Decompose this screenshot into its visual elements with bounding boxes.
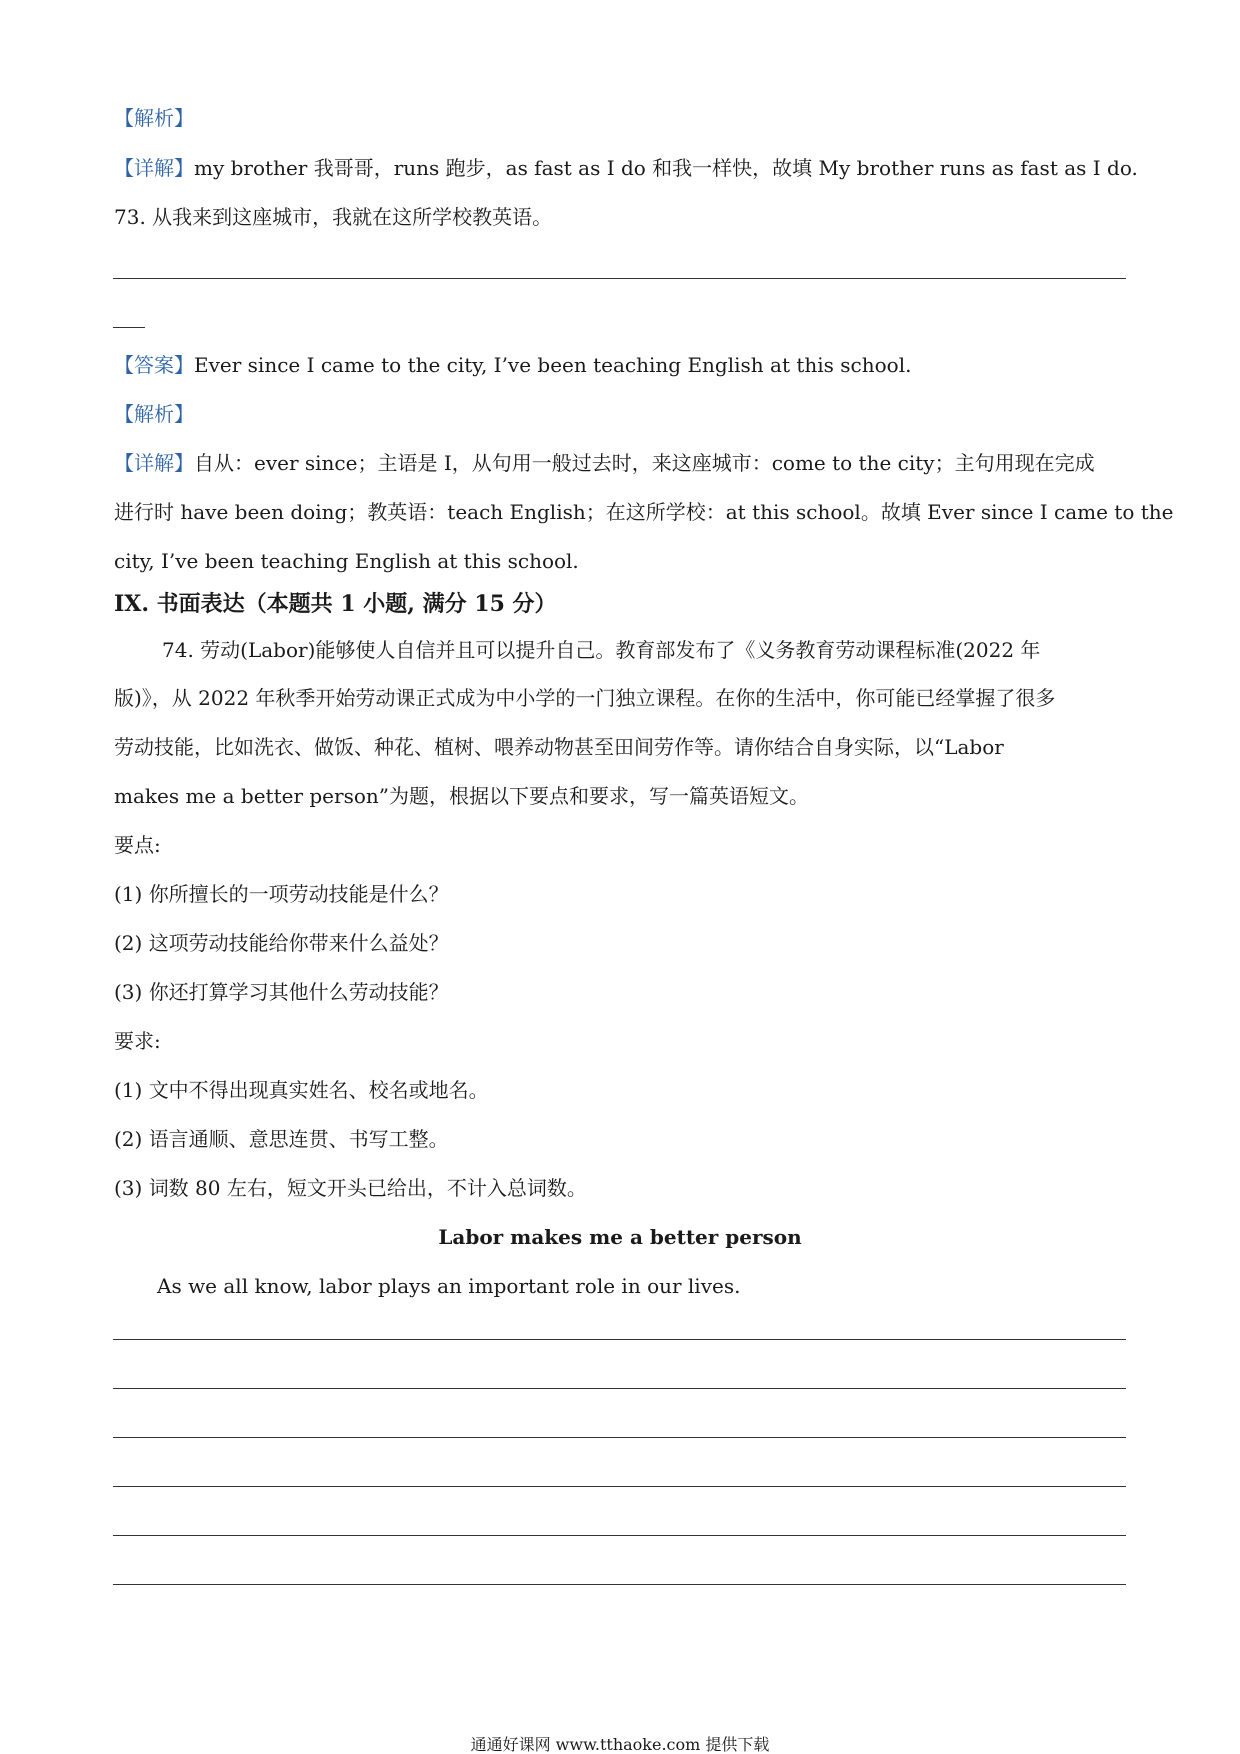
requirements-title: 要求:: [114, 1029, 161, 1053]
detail-line-2: 进行时 have been doing；教英语：teach English；在这所学校：at this school。故填 Ever since I came to the: [114, 500, 1174, 524]
answer-line-continuation: [113, 327, 145, 328]
point-item: (3) 你还打算学习其他什么劳动技能？: [114, 980, 449, 1004]
point-item: (1) 你所擅长的一项劳动技能是什么？: [114, 882, 449, 906]
analysis-tag: 【解析】: [114, 106, 194, 130]
requirement-item: (1) 文中不得出现真实姓名、校名或地名。: [114, 1078, 489, 1102]
detail-line-1: [114, 449, 1126, 477]
writing-line: [113, 1437, 1126, 1438]
question-73: 73. 从我来到这座城市，我就在这所学校教英语。: [114, 205, 553, 229]
writing-line: [113, 1486, 1126, 1487]
writing-line: [113, 1339, 1126, 1340]
q74-line-1: 74. 劳动(Labor)能够使人自信并且可以提升自己。教育部发布了《义务教育劳动课程标准(2022 年: [162, 638, 1041, 662]
answer-tag: 【答案】: [114, 353, 194, 377]
requirement-item: (3) 词数 80 左右，短文开头已给出，不计入总词数。: [114, 1176, 587, 1200]
point-item: (2) 这项劳动技能给你带来什么益处？: [114, 931, 449, 955]
q74-line-3: 劳动技能，比如洗衣、做饭、种花、植树、喂养动物甚至田间劳作等。请你结合自身实际，以“Labor: [114, 735, 1004, 759]
answer-paragraph: [114, 351, 1126, 379]
detail-paragraph: [114, 154, 1138, 182]
writing-line: [113, 1584, 1126, 1585]
detail-text: my brother 我哥哥，runs 跑步，as fast as I do 和我一样快，故填 My brother runs as fast as I do.: [194, 156, 1138, 180]
detail-text: 自从：ever since；主语是 I，从句用一般过去时，来这座城市：come to the city；主句用现在完成: [194, 451, 1095, 475]
q74-line-2: 版)》，从 2022 年秋季开始劳动课正式成为中小学的一门独立课程。在你的生活中，你可能已经掌握了很多: [114, 686, 1056, 710]
detail-tag: 【详解】: [114, 451, 194, 475]
analysis-tag: 【解析】: [114, 402, 194, 426]
writing-line: [113, 1388, 1126, 1389]
answer-line: [113, 278, 1126, 279]
essay-title: Labor makes me a better person: [438, 1225, 802, 1249]
q74-line-4: makes me a better person”为题，根据以下要点和要求，写一篇英语短文。: [114, 784, 809, 808]
writing-line: [113, 1535, 1126, 1536]
page-footer: 通通好课网 www.tthaoke.com 提供下载: [470, 1735, 770, 1754]
detail-tag: 【详解】: [114, 156, 194, 180]
essay-opening: As we all know, labor plays an important role in our lives.: [157, 1274, 741, 1298]
requirement-item: (2) 语言通顺、意思连贯、书写工整。: [114, 1127, 449, 1151]
section-heading: IX. 书面表达（本题共 1 小题, 满分 15 分）: [114, 591, 557, 617]
answer-text: Ever since I came to the city, I’ve been teaching English at this school.: [194, 353, 912, 377]
detail-line-3: city, I’ve been teaching English at this school.: [114, 549, 579, 573]
points-title: 要点:: [114, 833, 161, 857]
